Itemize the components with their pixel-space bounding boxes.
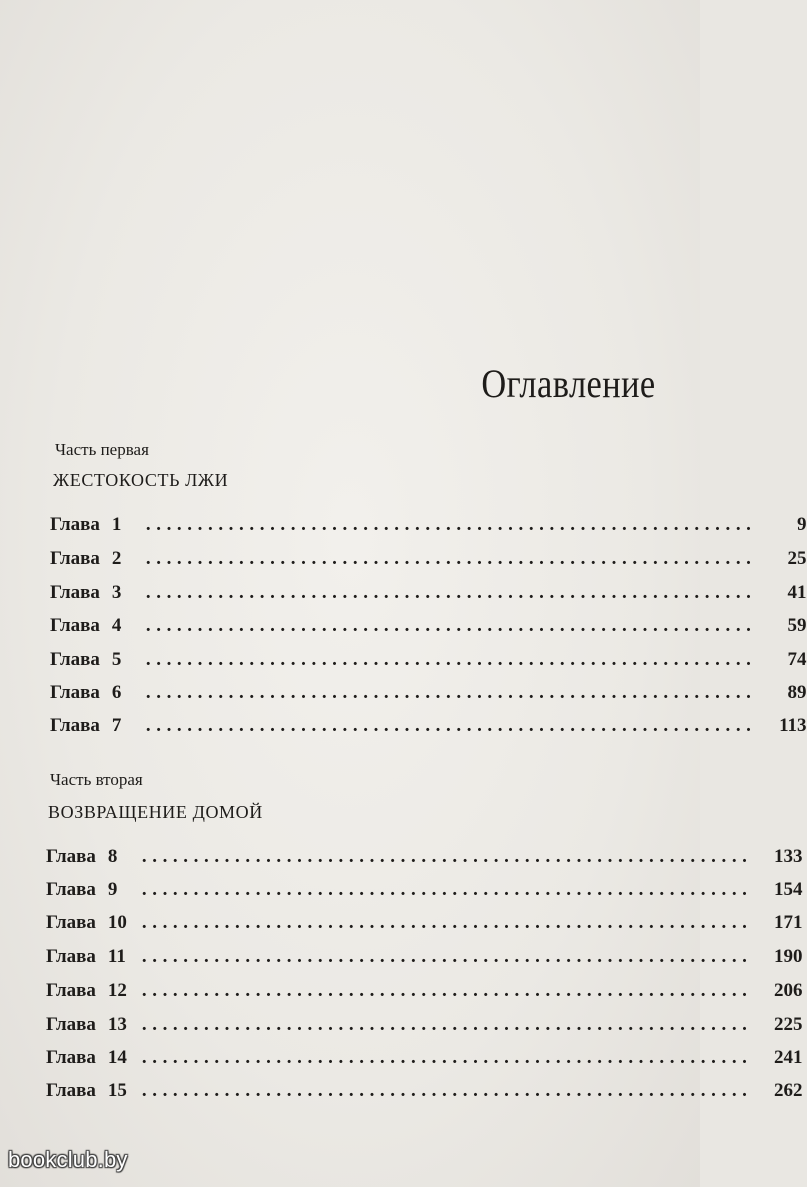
page-number: 59 [787, 615, 807, 636]
part-1-label: Часть первая [55, 440, 149, 459]
toc-entry-chapter-8[interactable] [46, 846, 803, 874]
toc-entry-chapter-2[interactable] [50, 548, 807, 576]
page-number: 190 [774, 946, 803, 967]
page-number: 225 [774, 1014, 803, 1035]
page-number: 171 [774, 912, 803, 933]
chapter-number: 6 [111, 682, 122, 703]
toc-entry-chapter-12[interactable] [46, 980, 803, 1008]
toc-entry-chapter-5[interactable] [50, 649, 807, 677]
page-number: 154 [774, 879, 803, 900]
dot-leader: ........................................................... [141, 1014, 753, 1035]
chapter-number: 11 [107, 946, 126, 967]
toc-entry-chapter-6[interactable] [50, 682, 807, 710]
part-2-title: ВОЗВРАЩЕНИЕ ДОМОЙ [48, 802, 263, 822]
page-number: 89 [787, 682, 807, 703]
chapter-word: Глава [50, 615, 100, 636]
dot-leader: ........................................................... [145, 682, 757, 703]
chapter-number: 4 [111, 615, 122, 636]
chapter-word: Глава [46, 1047, 96, 1068]
dot-leader: ........................................................... [145, 548, 757, 569]
part-2-label: Часть вторая [50, 770, 143, 789]
dot-leader: ........................................................... [141, 1080, 753, 1101]
page-number: 113 [779, 715, 807, 736]
page-number: 241 [774, 1047, 803, 1068]
page-number: 9 [797, 514, 807, 535]
page-number: 74 [787, 649, 807, 670]
chapter-number: 10 [107, 912, 127, 933]
chapter-word: Глава [46, 1014, 96, 1035]
part-1-title: ЖЕСТОКОСТЬ ЛЖИ [53, 470, 229, 490]
dot-leader: ........................................................... [141, 1047, 753, 1068]
toc-entry-chapter-3[interactable] [50, 582, 807, 610]
chapter-word: Глава [50, 514, 100, 535]
chapter-number: 8 [107, 846, 118, 867]
dot-leader: ........................................................... [141, 946, 753, 967]
page-number: 25 [787, 548, 807, 569]
dot-leader: ........................................................... [145, 615, 757, 636]
toc-heading: Оглавление [481, 361, 656, 406]
page-number: 41 [787, 582, 807, 603]
chapter-word: Глава [46, 912, 96, 933]
chapter-number: 3 [111, 582, 122, 603]
dot-leader: ........................................................... [141, 879, 753, 900]
toc-entry-chapter-10[interactable] [46, 912, 803, 940]
toc-entry-chapter-11[interactable] [46, 946, 803, 974]
chapter-word: Глава [46, 846, 96, 867]
toc-entry-chapter-4[interactable] [50, 615, 807, 643]
page-number: 262 [774, 1080, 803, 1101]
toc-entry-chapter-7[interactable] [50, 715, 807, 743]
chapter-word: Глава [50, 715, 100, 736]
toc-entry-chapter-9[interactable] [46, 879, 803, 907]
dot-leader: ........................................................... [145, 582, 757, 603]
chapter-number: 13 [107, 1014, 127, 1035]
toc-entry-chapter-13[interactable] [46, 1014, 803, 1042]
chapter-number: 5 [111, 649, 122, 670]
site-watermark: bookclub.by [8, 1147, 128, 1172]
chapter-number: 12 [107, 980, 127, 1001]
chapter-word: Глава [46, 879, 96, 900]
chapter-word: Глава [46, 1080, 96, 1101]
dot-leader: ........................................................... [145, 715, 757, 736]
chapter-word: Глава [46, 980, 96, 1001]
dot-leader: ........................................................... [145, 514, 757, 535]
chapter-word: Глава [50, 582, 100, 603]
chapter-number: 7 [111, 715, 122, 736]
toc-entry-chapter-1[interactable] [50, 514, 807, 542]
page-number: 133 [774, 846, 803, 867]
chapter-number: 9 [107, 879, 118, 900]
page-number: 206 [774, 980, 803, 1001]
toc-entry-chapter-15[interactable] [46, 1080, 803, 1108]
dot-leader: ........................................................... [145, 649, 757, 670]
dot-leader: ........................................................... [141, 912, 753, 933]
dot-leader: ........................................................... [141, 980, 753, 1001]
chapter-number: 1 [111, 514, 122, 535]
toc-entry-chapter-14[interactable] [46, 1047, 803, 1075]
chapter-word: Глава [46, 946, 96, 967]
chapter-number: 2 [111, 548, 122, 569]
chapter-number: 14 [107, 1047, 127, 1068]
chapter-number: 15 [107, 1080, 127, 1101]
chapter-word: Глава [50, 548, 100, 569]
chapter-word: Глава [50, 649, 100, 670]
chapter-word: Глава [50, 682, 100, 703]
dot-leader: ........................................................... [141, 846, 753, 867]
